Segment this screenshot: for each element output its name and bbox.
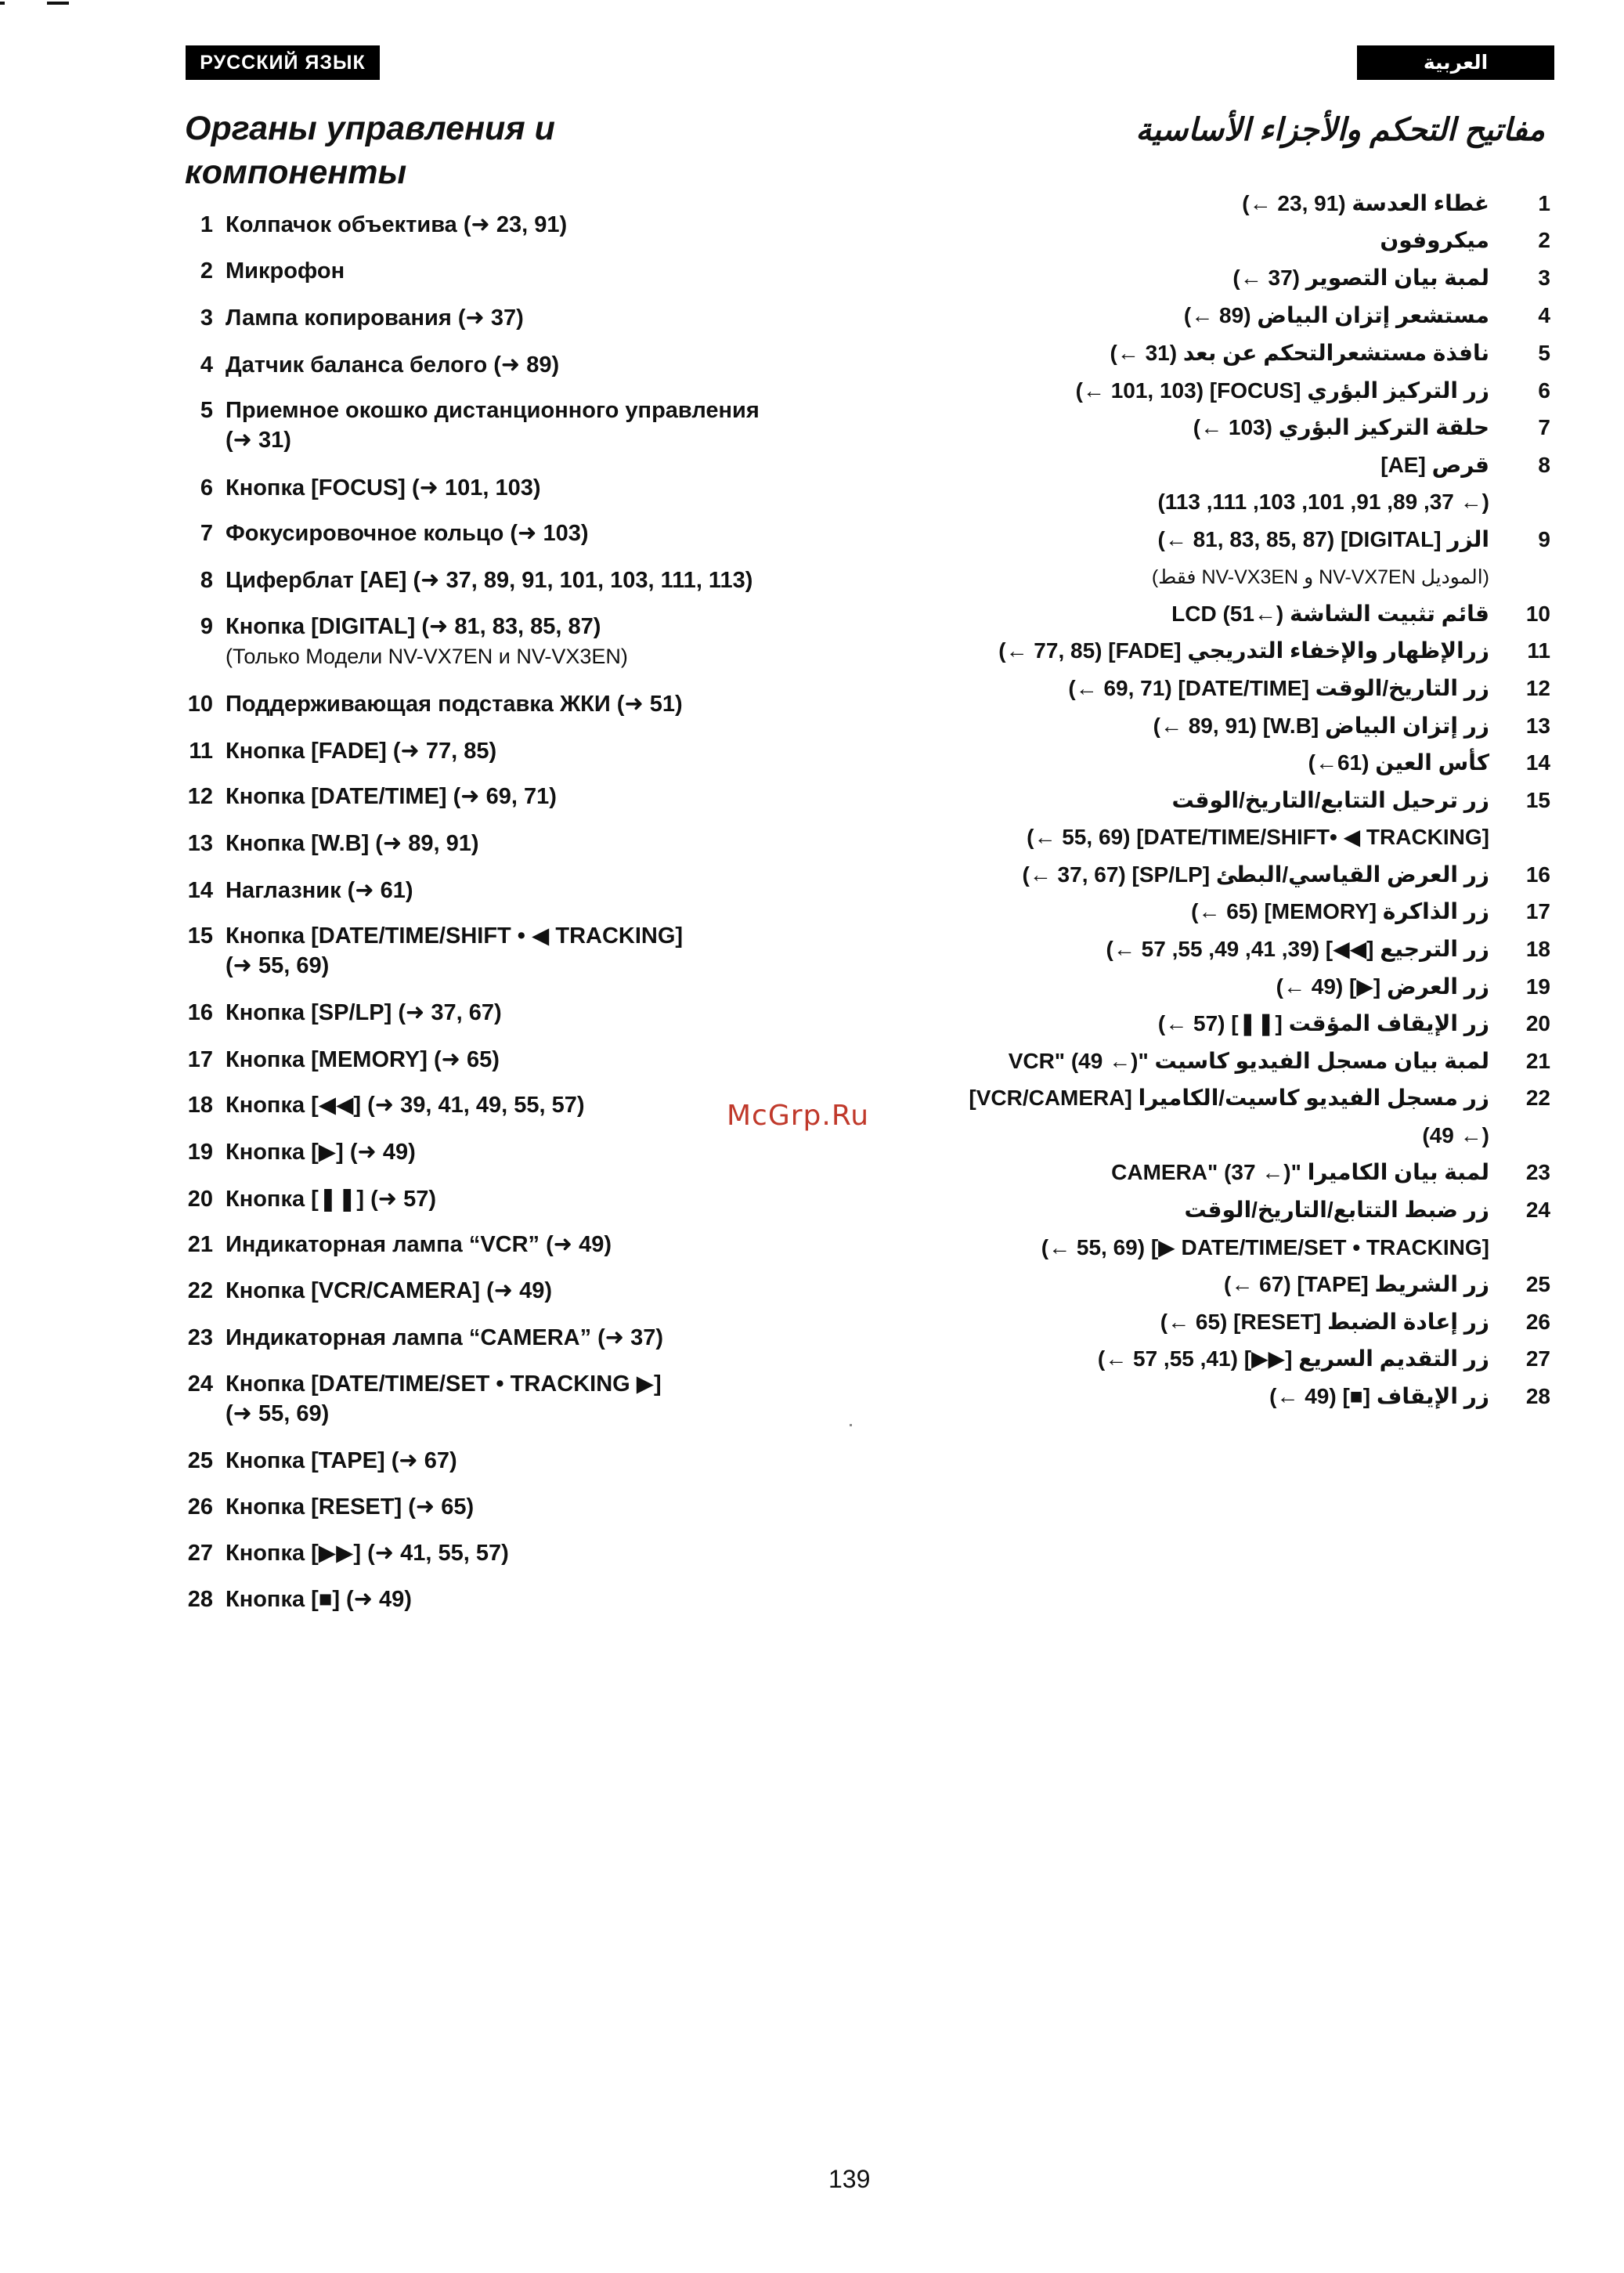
list-item [861,595,1550,633]
item-number: 9 [1538,527,1550,551]
item-text: زر إتزان البياض [W.B] (89, 91 ←) [1153,714,1489,738]
list-item-continuation [861,1229,1550,1267]
item-text: نافذة مستشعرالتحكم عن بعد (31 ←) [1110,341,1489,365]
item-text: زر الشريط [TAPE] (67 ←) [1224,1272,1489,1296]
list-item [861,1266,1550,1303]
item-number: 3 [1538,266,1550,290]
item-text: Наглазник (➜ 61) [226,878,413,903]
list-item-continuation [861,483,1550,521]
scan-speck [850,1424,852,1426]
item-number: 6 [200,475,213,500]
list-item [861,1378,1550,1415]
item-text: Кнопка [■] (➜ 49) [226,1587,412,1612]
item-text: Кнопка [▶] (➜ 49) [226,1140,416,1165]
page-number: 139 [828,2165,871,2193]
item-text: Кнопка [TAPE] (➜ 67) [226,1448,457,1473]
item-text: كأس العين (61←) [1308,750,1489,775]
item-text: Микрофон [226,258,345,284]
item-text: Циферблат [AE] (➜ 37, 89, 91, 101, 103, 111, 113) [226,568,753,593]
model-note: (Только Модели NV-VX7EN и NV-VX3EN) [226,645,628,668]
list-item [861,259,1550,297]
item-number: 9 [200,614,213,639]
item-number: 13 [1525,714,1550,738]
watermark: McGrp.Ru [727,1100,870,1132]
list-item [861,372,1550,410]
item-text: زر التقديم السريع [▶▶] (41, 55, 57 ←) [1097,1346,1489,1371]
item-text: Кнопка [MEMORY] (➜ 65) [226,1047,500,1072]
item-text: Кнопка [◀◀] (➜ 39, 41, 49, 55, 57) [226,1093,585,1118]
item-number: 16 [1525,862,1550,887]
item-text: [DATE/TIME/SHIFT• ◀ TRACKING] (55, 69 ←) [1027,825,1489,849]
item-number: 26 [1525,1310,1550,1334]
item-number: 7 [200,521,213,546]
item-text: مستشعر إتزان البياض (89 ←) [1183,303,1489,327]
list-item [861,931,1550,968]
item-text: Кнопка [❚❚] (➜ 57) [226,1187,437,1212]
item-text: Кнопка [VCR/CAMERA] (➜ 49) [226,1278,553,1303]
item-text: زر مسجل الفيديو كاسيت/الكاميرا [VCR/CAMERA] [969,1086,1489,1110]
item-text: زر العرض [▶] (49 ←) [1276,974,1489,999]
item-text: Индикаторная лампа “CAMERA” (➜ 37) [226,1325,664,1350]
item-text: Приемное окошко дистанционного управления (➜ 31) [226,398,760,453]
item-text: (← 49) [1422,1123,1489,1147]
list-item [861,185,1550,222]
list-item [861,707,1550,745]
item-text: لمبة بيان التصوير (37 ←) [1232,266,1489,290]
item-number: 10 [187,692,213,717]
item-text: Кнопка [DATE/TIME/SET • TRACKING ▶] (➜ 55, 69) [226,1371,662,1426]
item-text: زر العرض القياسي/البطئ [SP/LP] (37, 67 ←) [1022,862,1489,887]
item-number: 7 [1538,415,1550,439]
ar-section-title: مفاتيح التحكم والأجزاء الأساسية [1135,113,1545,147]
ru-section-title: Органы управления и компоненты [185,110,555,191]
item-number: 18 [187,1093,213,1118]
item-number: 6 [1538,378,1550,403]
list-item [861,409,1550,446]
item-number: 14 [187,878,213,903]
item-text: Кнопка [DATE/TIME] (➜ 69, 71) [226,784,557,809]
list-item [861,968,1550,1006]
item-text: ميكروفون [1380,228,1489,252]
list-item [861,1005,1550,1043]
list-item [861,222,1550,259]
item-text: زر الإيقاف [■] (49 ←) [1269,1384,1489,1408]
item-number: 23 [187,1325,213,1350]
item-text: زر إعادة الضبط [RESET] (65 ←) [1160,1310,1489,1334]
item-number: 24 [1525,1198,1550,1222]
item-number: 21 [1525,1049,1550,1073]
item-number: 22 [187,1278,213,1303]
item-number: 2 [200,258,213,284]
item-number: 20 [1525,1011,1550,1035]
item-number: 14 [1525,750,1550,775]
item-text: Колпачок объектива (➜ 23, 91) [226,212,568,237]
item-number: 17 [187,1047,213,1072]
list-item [861,1079,1550,1117]
item-number: 26 [187,1494,213,1520]
list-item [861,856,1550,894]
item-number: 20 [187,1187,213,1212]
item-number: 12 [1525,676,1550,700]
item-number: 25 [1525,1272,1550,1296]
item-number: 27 [187,1541,213,1566]
list-item [861,782,1550,819]
item-number: 1 [1538,191,1550,215]
item-number: 23 [1525,1160,1550,1184]
item-text: Кнопка [FADE] (➜ 77, 85) [226,739,497,764]
item-text: Датчик баланса белого (➜ 89) [226,352,560,378]
item-text: زر التركيز البؤري [FOCUS] (101, 103 ←) [1075,378,1489,403]
item-text: زر ترحيل التتابع/التاريخ/الوقت [1171,788,1489,812]
list-item [861,521,1550,558]
list-item-continuation [861,818,1550,856]
item-number: 11 [1527,638,1550,663]
item-text: (← 37, 89, 91, 101, 103, 111, 113) [1157,490,1489,514]
item-text: Поддерживающая подставка ЖКИ (➜ 51) [226,692,683,717]
ar-language-tab: العربية [1357,45,1554,80]
list-item [861,1340,1550,1378]
item-number: 27 [1525,1346,1550,1371]
model-note: (الموديل NV-VX7EN و NV-VX3EN فقط) [1151,566,1489,588]
item-number: 8 [1538,453,1550,477]
item-text: Кнопка [FOCUS] (➜ 101, 103) [226,475,541,500]
item-text: لمبة بيان مسجل الفيديو كاسيت "VCR" (49 ←) [1008,1049,1489,1073]
item-text: Фокусировочное кольцо (➜ 103) [226,521,589,546]
item-text: Кнопка [▶▶] (➜ 41, 55, 57) [226,1541,509,1566]
list-item-continuation [861,558,1550,595]
item-text: زر الذاكرة [MEMORY] (65 ←) [1191,899,1489,923]
item-number: 28 [1525,1384,1550,1408]
item-number: 3 [200,305,213,331]
item-text: Кнопка [DATE/TIME/SHIFT • ◀ TRACKING] (➜ 55, 69) [226,923,684,978]
item-text: حلقة التركيز البؤري (103 ←) [1193,415,1489,439]
list-item [861,1154,1550,1191]
item-text: Кнопка [W.B] (➜ 89, 91) [226,831,479,856]
item-number: 16 [187,1000,213,1025]
item-text: Кнопка [SP/LP] (➜ 37, 67) [226,1000,502,1025]
item-text: لمبة بيان الكاميرا "CAMERA" (37 ←) [1111,1160,1489,1184]
item-text: الزر [DIGITAL] (81, 83, 85, 87 ←) [1157,527,1489,551]
item-number: 15 [1525,788,1550,812]
list-item [861,1303,1550,1341]
list-item [861,670,1550,707]
item-text: غطاء العدسة (91 ,23 ←) [1242,191,1489,215]
item-number: 22 [1525,1086,1550,1110]
item-number: 25 [187,1448,213,1473]
item-text: زر التاريخ/الوقت [DATE/TIME] (69, 71 ←) [1068,676,1489,700]
item-number: 21 [187,1232,213,1257]
item-number: 17 [1525,899,1550,923]
list-item [861,334,1550,372]
item-number: 8 [200,568,213,593]
item-number: 19 [187,1140,213,1165]
item-number: 10 [1525,602,1550,626]
item-text: قائم تثبيت الشاشة LCD (51←) [1171,602,1489,626]
item-number: 15 [187,923,213,949]
item-text: [DATE/TIME/SET • TRACKING ▶] (55, 69 ←) [1041,1235,1489,1259]
item-number: 5 [200,398,213,423]
list-item [861,297,1550,334]
item-number: 18 [1525,937,1550,961]
item-number: 11 [189,739,213,764]
list-item [861,632,1550,670]
list-item [861,744,1550,782]
item-text: قرص [AE] [1380,453,1489,477]
item-text: Лампа копирования (➜ 37) [226,305,524,331]
list-item [861,446,1550,484]
list-item [861,1043,1550,1080]
item-text: زرالإظهار والإخفاء التدريجي [FADE] (77, 85 ←) [998,638,1489,663]
item-number: 19 [1525,974,1550,999]
item-number: 12 [187,784,213,809]
list-item [861,1191,1550,1229]
item-text: زر ضبط التتابع/التاريخ/الوقت [1184,1198,1489,1222]
item-text: Кнопка [RESET] (➜ 65) [226,1494,475,1520]
list-item [861,893,1550,931]
item-number: 4 [200,352,213,378]
list-item-continuation [861,1117,1550,1155]
item-text: زر الترجيع [◀◀] (39, 41, 49, 55, 57 ←) [1106,937,1489,961]
item-number: 4 [1538,303,1550,327]
item-number: 5 [1538,341,1550,365]
ru-language-tab: РУССКИЙ ЯЗЫК [186,45,380,80]
item-text: Индикаторная лампа “VCR” (➜ 49) [226,1232,612,1257]
item-text: Кнопка [DIGITAL] (➜ 81, 83, 85, 87) (Только Модели NV-VX7EN и NV-VX3EN) [226,612,836,671]
item-number: 1 [200,212,213,237]
item-text: زر الإيقاف المؤقت [❚❚] (57 ←) [1157,1011,1489,1035]
item-number: 2 [1538,228,1550,252]
item-number: 13 [187,831,213,856]
item-number: 24 [187,1371,213,1397]
item-number: 28 [187,1587,213,1612]
